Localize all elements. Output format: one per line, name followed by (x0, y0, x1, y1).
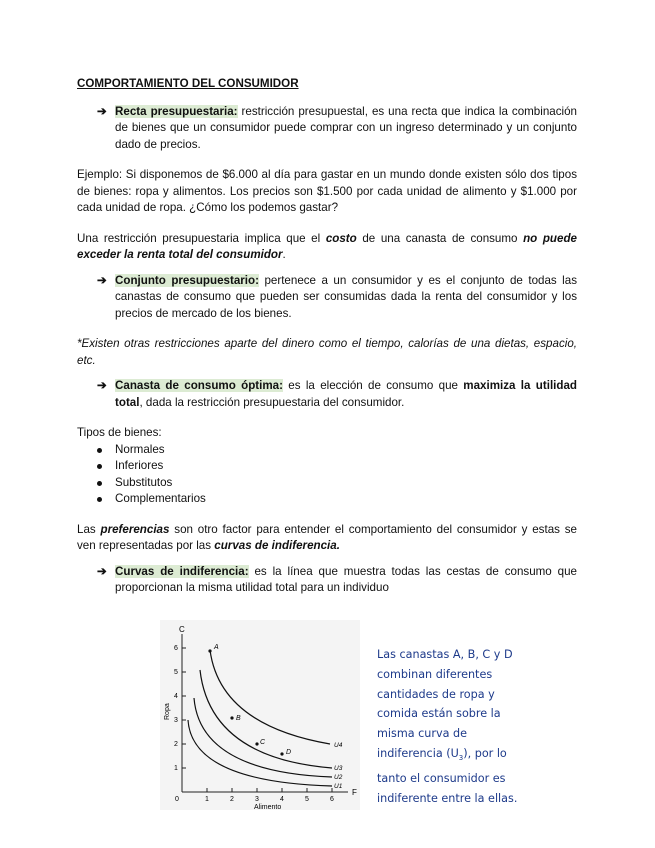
x-tick-label: 4 (280, 796, 284, 803)
curve-label: U2 (334, 774, 343, 781)
example-paragraph: Ejemplo: Si disponemos de $6.000 al día para gastar en un mundo donde existen sólo dos tipos de bienes: ropa y alimentos. Los precios son $1.500 por cada unidad de alimento y $1.000 por cada unidad de ropa. ¿Cómo los podemos gastar? (77, 168, 577, 214)
x-tick-label: 1 (205, 796, 209, 803)
arrow-icon: ➔ (97, 379, 107, 392)
restriction-paragraph: Una restricción presupuestaria implica que el costo de una canasta de consumo no puede exceder la renta total del consumidor. (77, 231, 577, 261)
preferences-paragraph: Las preferencias son otro factor para entender el comportamiento del consumidor y estas se ven representadas por las curvas de indiferencia. (77, 522, 577, 552)
term-conjunto: Conjunto presupuestario: (115, 273, 259, 287)
definition-conjunto (77, 273, 577, 323)
emph-utilidad: maximiza la utilidad total (115, 379, 577, 409)
note-paragraph: *Existen otras restricciones aparte del dinero como el tiempo, calorías de una dietas, espacio, etc. (77, 337, 577, 367)
goods-list (77, 442, 577, 508)
list-item: Inferiores (77, 458, 577, 475)
y-tick-label: 6 (174, 645, 178, 652)
y-tick-label: 3 (174, 717, 178, 724)
curve-label: U3 (334, 765, 343, 772)
point-label: D (286, 749, 292, 756)
point-label: A (214, 644, 219, 651)
bullet-icon (97, 464, 102, 469)
curve-label: U1 (334, 783, 343, 790)
y-tick-label: 2 (174, 741, 178, 748)
bullet-icon (97, 448, 102, 453)
point-c (255, 742, 258, 745)
definition-text: restricción presupuestal, es una recta que indica la combinación de bienes que un consumidor puede comprar con un ingreso determinado y un conjunto dado de precios. (115, 104, 577, 151)
point-label: B (236, 715, 241, 722)
y-tick-label: 4 (174, 693, 178, 700)
figure-caption: Las canastas A, B, C y D combinan diferentes cantidades de ropa y comida están sobre la misma curva de indiferencia $(U_3)$, por lo tanto el consumidor es indiferente entre la ellas. (377, 648, 518, 805)
x-axis-label: Alimento (254, 804, 282, 810)
term-curvas: Curvas de indiferencia: (115, 564, 249, 578)
definition-recta (77, 104, 577, 154)
definition-text: es la línea que muestra todas las cestas de consumo que proporcionan la misma utilidad total para un individuo (115, 564, 577, 594)
point-d (280, 752, 283, 755)
document-body (77, 76, 577, 597)
y-axis-letter: C (179, 625, 185, 634)
x-tick-label: 6 (330, 796, 334, 803)
emph-curvas: curvas de indiferencia. (214, 539, 340, 552)
x-tick-label: 2 (230, 796, 234, 803)
definition-text: pertenece a un consumidor y es el conjunto de todas las canastas de consumo que pueden ser consumidas dada la renta del consumidor y los precios de mercado de los bienes. (115, 273, 578, 320)
y-tick-label: 5 (174, 669, 178, 676)
list-item: Normales (77, 442, 577, 459)
emph-renta: no puede exceder la renta total del consumidor (77, 231, 577, 261)
indifference-curves-figure (160, 620, 360, 810)
y-axis-label: Ropa (164, 703, 171, 720)
arrow-icon: ➔ (97, 273, 107, 287)
page-title: COMPORTAMIENTO DEL CONSUMIDOR (77, 77, 299, 90)
bullet-icon (97, 481, 102, 486)
definition-curvas (77, 564, 577, 597)
term-recta: Recta presupuestaria: (115, 104, 238, 118)
point-a (208, 649, 211, 652)
definition-canasta: ➔ Canasta de consumo óptima: es la elección de consumo que maximiza la utilidad total, dada la restricción presupuestaria del consumidor. (97, 379, 577, 409)
bullet-icon (97, 497, 102, 502)
arrow-icon: ➔ (97, 564, 107, 578)
arrow-icon: ➔ (97, 104, 107, 118)
emph-costo: costo (325, 231, 357, 245)
emph-preferencias: preferencias (100, 522, 170, 536)
x-tick-label: 5 (305, 796, 309, 803)
point-b (230, 716, 233, 719)
x-axis-letter: F (352, 788, 357, 797)
term-canasta: Canasta de consumo óptima: (115, 379, 283, 392)
goods-heading: Tipos de bienes: (77, 426, 162, 439)
x-tick-label: 0 (175, 796, 179, 803)
curve-label: U4 (334, 742, 343, 749)
y-tick-label: 1 (174, 765, 178, 772)
list-item: Substitutos (77, 475, 577, 492)
point-label: C (260, 739, 266, 746)
list-item: Complementarios (77, 491, 577, 508)
x-tick-label: 3 (255, 796, 259, 803)
